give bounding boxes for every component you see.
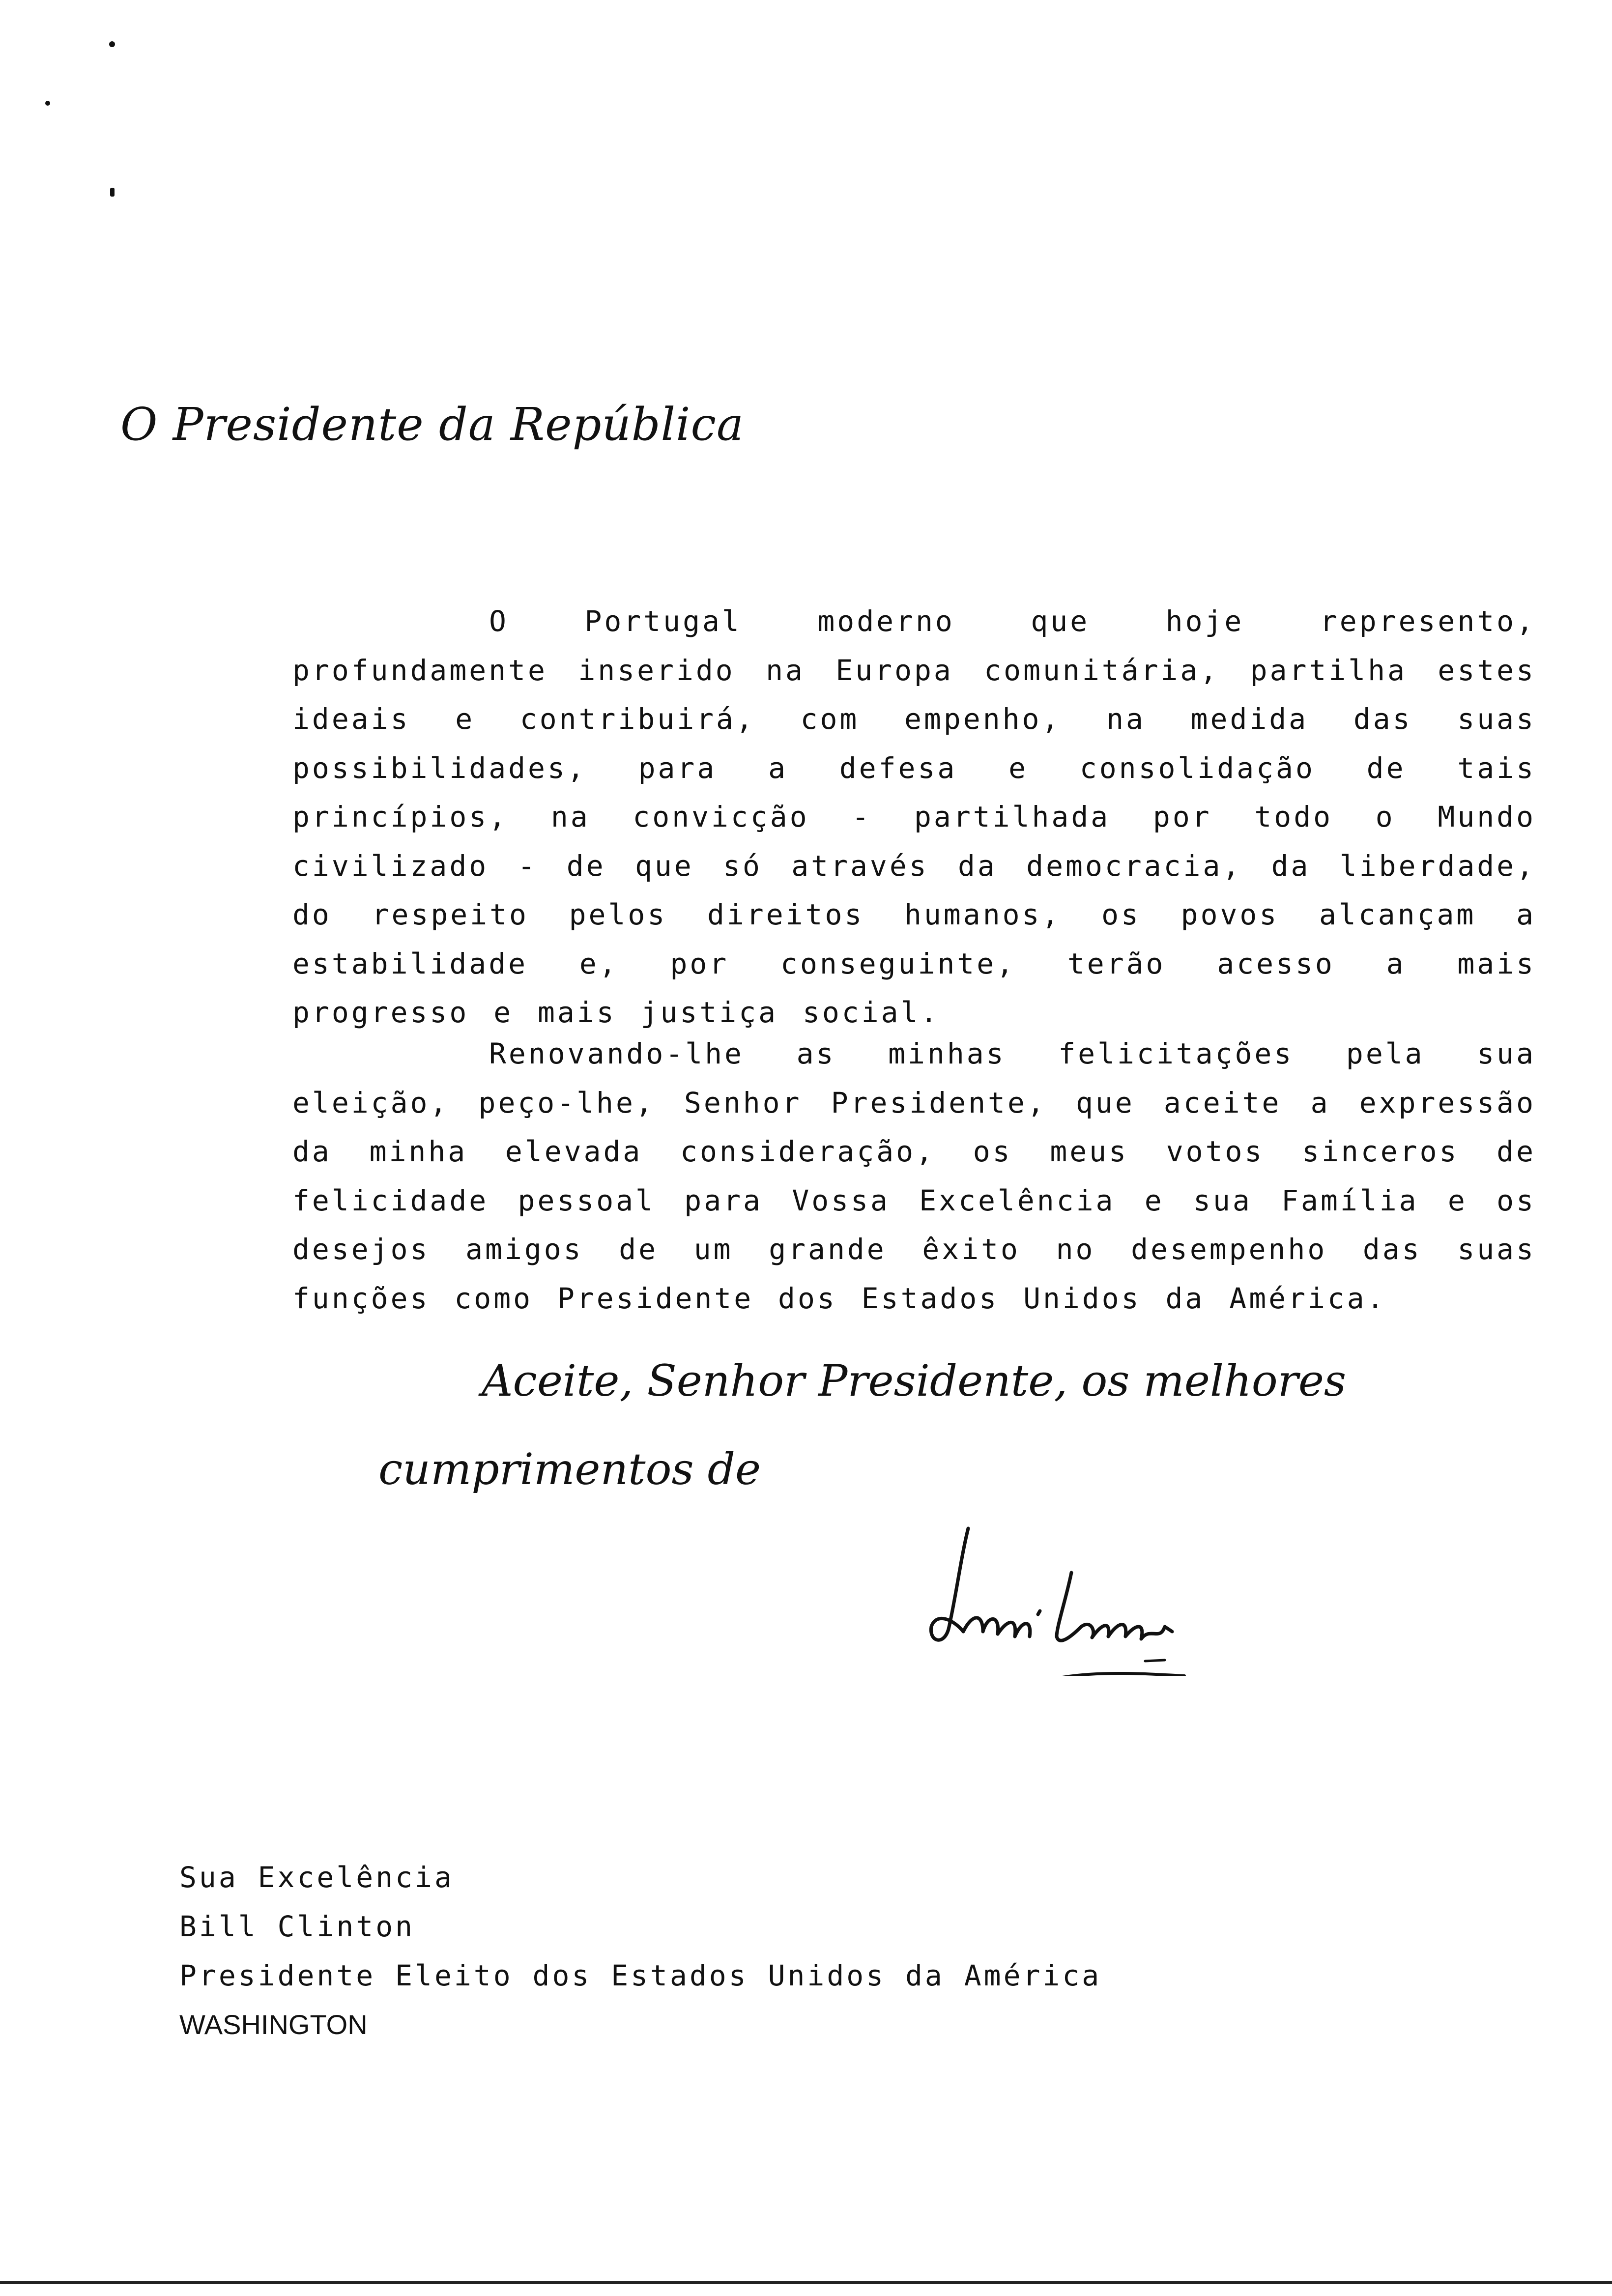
handwritten-closing-line-1: Aceite, Senhor Presidente, os melhores xyxy=(482,1355,1347,1406)
body-paragraph-1: O Portugal moderno que hoje represento, profundamente inserido na Europa comunitária, partilha estes ideais e contribuirá, com empenho, na medida das suas possibilidades, para a defesa e consolidação de tais princípios, na convicção - partilhada por todo o Mundo civilizado - de que só através da democracia, da liberdade, do respeito pelos direitos humanos, os povos alcançam a estabilidade e, por conseguinte, terão acesso a mais progresso e mais justiça social. xyxy=(292,604,1536,1029)
body-paragraph-2: Renovando-lhe as minhas felicitações pela sua eleição, peço-lhe, Senhor Presidente, que aceite a expressão da minha elevada consideração, os meus votos sinceros de felicidade pessoal para Vossa Excelência e sua Família e os desejos amigos de um grande êxito no desempenho das suas funções como Presidente dos Estados Unidos da América. xyxy=(292,1037,1536,1315)
recipient-name: Bill Clinton xyxy=(179,1910,415,1943)
recipient-address xyxy=(179,1853,1101,2049)
recipient-salutation: Sua Excelência xyxy=(179,1861,454,1894)
handwritten-closing-line-2: cumprimentos de xyxy=(378,1444,761,1494)
recipient-city: WASHINGTON xyxy=(179,2009,368,2040)
scan-speck xyxy=(109,41,115,47)
scan-speck xyxy=(45,101,50,106)
letterhead-title: O Presidente da República xyxy=(120,398,744,451)
page-bottom-edge xyxy=(0,2281,1612,2284)
scan-speck xyxy=(110,188,115,197)
signature-image xyxy=(909,1514,1243,1676)
handwritten-closing xyxy=(378,1337,1460,1514)
recipient-title: Presidente Eleito dos Estados Unidos da América xyxy=(179,1959,1102,1992)
